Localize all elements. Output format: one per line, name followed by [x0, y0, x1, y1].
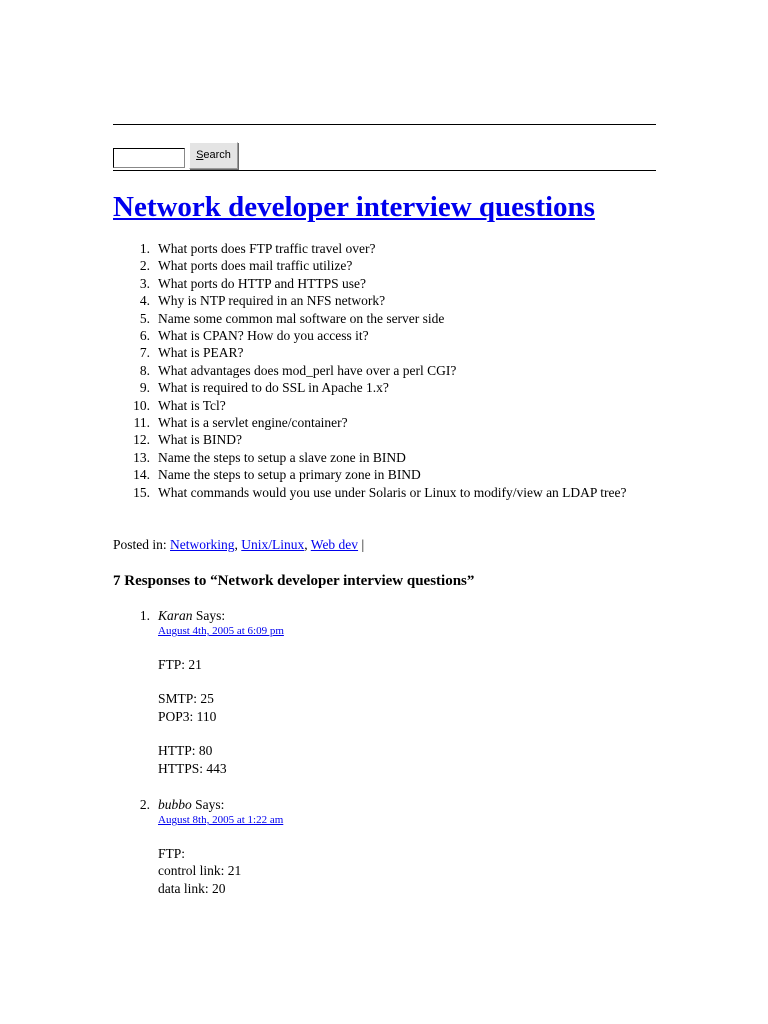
question-item — [139, 379, 703, 396]
comment-says-label: Says: — [195, 608, 226, 623]
question-list — [113, 240, 703, 501]
comment-body — [158, 656, 227, 794]
top-divider — [113, 124, 656, 125]
question-number: 6. — [139, 328, 150, 344]
question-item — [133, 449, 703, 466]
comment-author-line — [158, 607, 225, 624]
comment-date-link[interactable]: August 4th, 2005 at 6:09 pm — [158, 625, 284, 637]
question-number: 3. — [139, 275, 150, 291]
question-number: 2. — [139, 258, 150, 274]
question-number: 10. — [133, 397, 150, 413]
comment-paragraph — [158, 742, 227, 777]
question-number: 4. — [139, 293, 150, 309]
question-text: What ports does FTP traffic travel over? — [158, 241, 376, 256]
question-item — [139, 257, 703, 274]
question-item — [139, 310, 703, 327]
question-number: 9. — [139, 380, 150, 396]
comment-date-link[interactable]: August 8th, 2005 at 1:22 am — [158, 814, 284, 826]
question-text: Name some common mal software on the server side — [158, 310, 445, 326]
comment-author: Karan — [158, 608, 193, 623]
post-title-link[interactable]: Network developer interview questions — [113, 191, 595, 223]
comment-line: POP3: 110 — [158, 708, 217, 724]
comment-line: data link: 20 — [158, 880, 226, 896]
question-number: 1. — [139, 241, 150, 256]
comment-number: 1. — [139, 608, 150, 623]
question-text: What is BIND? — [158, 432, 242, 448]
question-text: What advantages does mod_perl have over a perl CGI? — [158, 362, 457, 378]
question-text: What is a servlet engine/container? — [158, 415, 348, 431]
question-number: 5. — [139, 310, 150, 326]
comment-paragraph — [158, 656, 227, 673]
search-divider — [113, 170, 656, 171]
question-item — [139, 344, 703, 361]
question-number: 12. — [133, 432, 150, 448]
category-link-networking[interactable]: Networking — [170, 537, 235, 552]
comment-line: HTTP: 80 — [158, 743, 213, 759]
search-button[interactable] — [189, 142, 238, 169]
comment-paragraph — [158, 690, 227, 725]
category-separator: , — [234, 537, 238, 552]
comment-number: 2. — [139, 797, 150, 812]
question-item — [133, 431, 703, 448]
question-item — [133, 414, 703, 431]
post-title — [113, 188, 595, 226]
question-number: 8. — [139, 362, 150, 378]
question-number: 15. — [133, 484, 150, 500]
question-item — [139, 275, 703, 292]
question-text: What is required to do SSL in Apache 1.x? — [158, 380, 389, 396]
question-item — [139, 240, 703, 257]
responses-heading: 7 Responses to “Network developer interview questions” — [113, 573, 475, 589]
comment-line: control link: 21 — [158, 863, 242, 879]
comment-author: bubbo — [158, 797, 192, 812]
trailing-separator: | — [361, 537, 365, 552]
question-number: 7. — [139, 345, 150, 361]
comment-line: FTP: — [158, 846, 186, 861]
comment-body — [158, 845, 241, 914]
category-link-web-dev[interactable]: Web dev — [310, 537, 359, 552]
search-input[interactable] — [113, 148, 185, 168]
posted-in-label: Posted in: — [113, 537, 167, 552]
question-item — [139, 327, 703, 344]
question-text: What ports do HTTP and HTTPS use? — [158, 275, 366, 291]
comment-author-line — [158, 796, 224, 813]
question-number: 13. — [133, 449, 150, 465]
question-text: Name the steps to setup a primary zone in BIND — [158, 467, 421, 483]
category-separator: , — [304, 537, 308, 552]
question-item — [133, 484, 703, 501]
question-item — [139, 292, 703, 309]
search-button-label: earch — [203, 149, 231, 161]
comment-line: SMTP: 25 — [158, 691, 214, 707]
post-categories — [113, 536, 364, 553]
question-text: What is PEAR? — [158, 345, 244, 361]
question-text: What ports does mail traffic utilize? — [158, 258, 353, 274]
question-text: Name the steps to setup a slave zone in BIND — [158, 449, 406, 465]
comment-line: FTP: 21 — [158, 657, 202, 672]
question-item — [133, 397, 703, 414]
comment-says-label: Says: — [195, 797, 225, 812]
comment-line: HTTPS: 443 — [158, 760, 227, 776]
question-number: 14. — [133, 467, 150, 483]
search-button-accesskey: S — [196, 149, 204, 161]
question-item — [133, 466, 703, 483]
question-text: Why is NTP required in an NFS network? — [158, 293, 386, 309]
question-text: What is Tcl? — [158, 397, 226, 413]
question-text: What commands would you use under Solaris or Linux to modify/view an LDAP tree? — [158, 484, 627, 500]
question-number: 11. — [133, 415, 150, 431]
category-link-unix-linux[interactable]: Unix/Linux — [241, 537, 305, 552]
question-item — [139, 362, 703, 379]
comment-paragraph — [158, 845, 241, 897]
question-text: What is CPAN? How do you access it? — [158, 328, 369, 344]
